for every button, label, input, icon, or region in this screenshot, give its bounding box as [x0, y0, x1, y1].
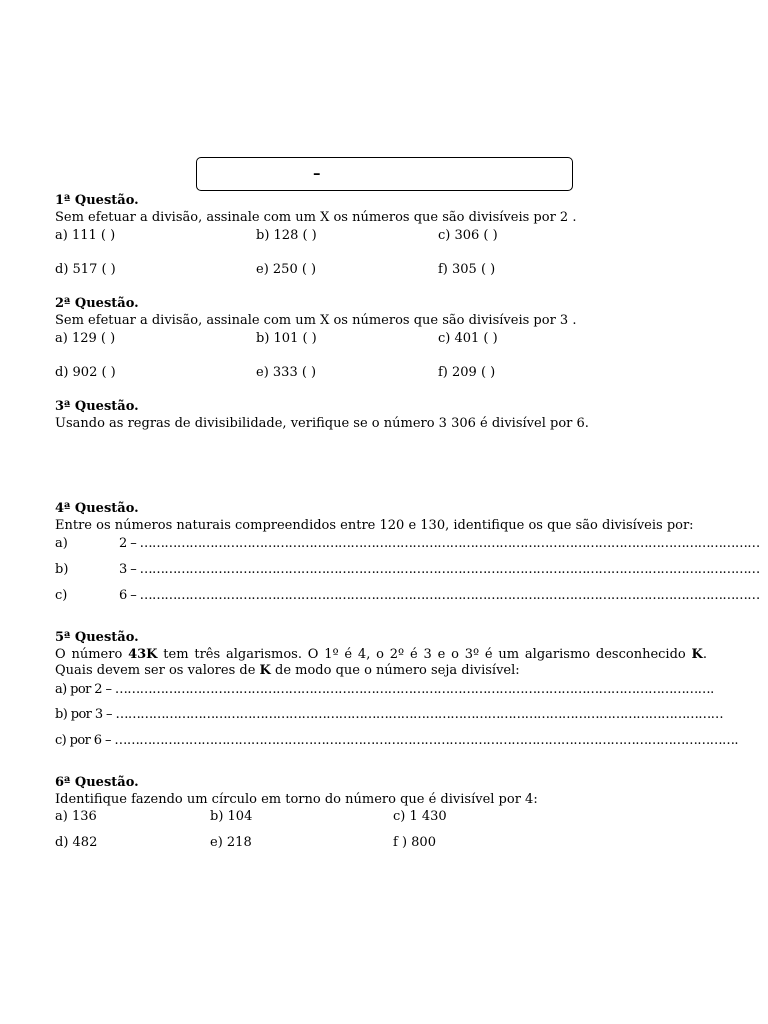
- q4-item-c-letter: c): [55, 588, 68, 603]
- q2-option-d[interactable]: d) 902 ( ): [55, 365, 116, 380]
- q3-prompt: Usando as regras de divisibilidade, verifique se o número 3 306 é divisível por 6.: [55, 416, 589, 431]
- q4-prompt: Entre os números naturais compreendidos entre 120 e 130, identifique os que são divisíveis por:: [55, 518, 694, 533]
- q6-prompt: Identifique fazendo um círculo em torno do número que é divisível por 4:: [55, 792, 538, 807]
- q2-option-c[interactable]: c) 401 ( ): [438, 331, 498, 346]
- header-box: [196, 157, 573, 191]
- q1-option-d[interactable]: d) 517 ( ): [55, 262, 116, 277]
- q4-item-b-line[interactable]: 3 – ……………………………………………………………………………………………………………………………………: [119, 562, 760, 577]
- q2-title: 2ª Questão.: [55, 296, 139, 311]
- q1-prompt: Sem efetuar a divisão, assinale com um X os números que são divisíveis por 2 .: [55, 210, 577, 225]
- q1-option-a[interactable]: a) 111 ( ): [55, 228, 116, 243]
- q6-option-a[interactable]: a) 136: [55, 809, 97, 824]
- q2-option-e[interactable]: e) 333 ( ): [256, 365, 317, 380]
- q1-option-f[interactable]: f) 305 ( ): [438, 262, 496, 277]
- q5-title: 5ª Questão.: [55, 630, 139, 645]
- q2-option-f[interactable]: f) 209 ( ): [438, 365, 496, 380]
- q1-option-e[interactable]: e) 250 ( ): [256, 262, 317, 277]
- q5-prompt: O número 43K tem três algarismos. O 1º é 4, o 2º é 3 e o 3º é um algarismo desconhecido K. Quais devem ser os valores de K de modo que o número seja divisível:: [55, 647, 707, 678]
- q5-item-c[interactable]: c) por 6 – …………………………………………………………………………………………………………………………………….: [55, 733, 738, 748]
- q4-item-a-letter: a): [55, 536, 68, 551]
- q6-option-f[interactable]: f ) 800: [393, 835, 436, 850]
- q4-item-b-letter: b): [55, 562, 69, 577]
- q5-item-a[interactable]: a) por 2 – ……………………………………………………………………………………………………………………………….: [55, 682, 714, 697]
- q3-title: 3ª Questão.: [55, 399, 139, 414]
- header-text: –: [313, 164, 321, 182]
- q1-option-c[interactable]: c) 306 ( ): [438, 228, 498, 243]
- q1-title: 1ª Questão.: [55, 193, 139, 208]
- q6-option-d[interactable]: d) 482: [55, 835, 98, 850]
- q2-option-b[interactable]: b) 101 ( ): [256, 331, 317, 346]
- q2-prompt: Sem efetuar a divisão, assinale com um X os números que são divisíveis por 3 .: [55, 313, 577, 328]
- q6-option-e[interactable]: e) 218: [210, 835, 252, 850]
- q2-option-a[interactable]: a) 129 ( ): [55, 331, 116, 346]
- q4-item-a-line[interactable]: 2 – ……………………………………………………………………………………………………………………………………: [119, 536, 760, 551]
- q1-option-b[interactable]: b) 128 ( ): [256, 228, 317, 243]
- q4-title: 4ª Questão.: [55, 501, 139, 516]
- q6-option-c[interactable]: c) 1 430: [393, 809, 447, 824]
- q6-title: 6ª Questão.: [55, 775, 139, 790]
- q6-option-b[interactable]: b) 104: [210, 809, 253, 824]
- q5-item-b[interactable]: b) por 3 – …………………………………………………………………………………………………………………………………: [55, 707, 724, 722]
- q4-item-c-line[interactable]: 6 – ……………………………………………………………………………………………………………………………………: [119, 588, 760, 603]
